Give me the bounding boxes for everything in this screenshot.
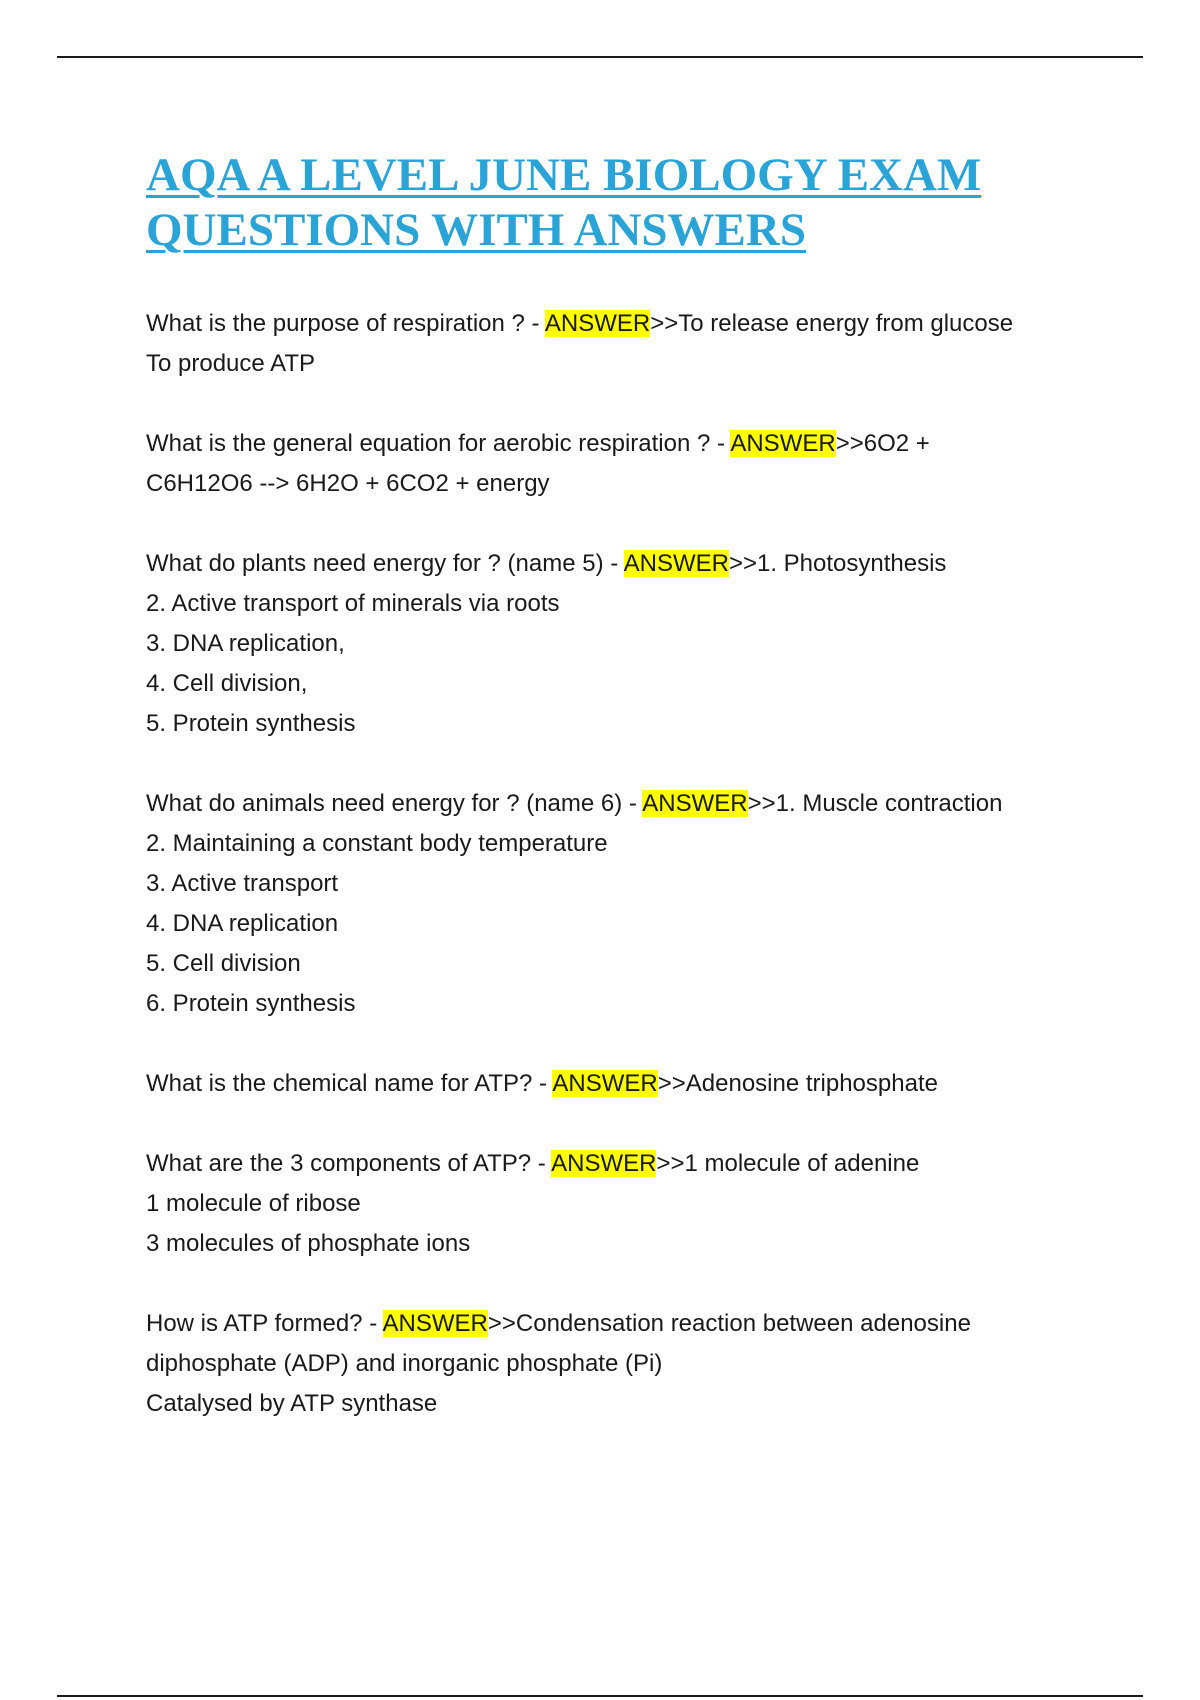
document-body xyxy=(146,148,1106,1464)
question-text: What is the purpose of respiration ? - xyxy=(146,310,545,337)
answer-line: 5. Protein synthesis xyxy=(146,710,356,737)
answer-line: To produce ATP xyxy=(146,350,315,377)
answer-line: 3. DNA replication, xyxy=(146,630,345,657)
qa-item xyxy=(146,784,1106,1024)
qa-first-line xyxy=(146,424,1106,464)
top-rule xyxy=(57,56,1143,58)
qa-first-line xyxy=(146,1064,1106,1104)
answer-line: 6. Protein synthesis xyxy=(146,990,356,1017)
question-text: What is the general equation for aerobic respiration ? - xyxy=(146,430,731,457)
answer-line: 4. Cell division, xyxy=(146,670,308,697)
answer-line: 1 molecule of ribose xyxy=(146,1190,361,1217)
qa-item xyxy=(146,1064,1106,1104)
answer-line: 2. Maintaining a constant body temperature xyxy=(146,830,608,857)
answer-line: 5. Cell division xyxy=(146,950,301,977)
answer-line: 4. DNA replication xyxy=(146,910,339,937)
answer-tag: ANSWER xyxy=(623,550,729,577)
qa-first-line xyxy=(146,304,1106,344)
answer-tag: ANSWER xyxy=(544,310,651,337)
question-text: How is ATP formed? - xyxy=(146,1310,383,1337)
answer-line: 3. Active transport xyxy=(146,870,339,897)
answer-line: 3 molecules of phosphate ions xyxy=(146,1230,471,1257)
qa-first-line xyxy=(146,784,1106,824)
qa-item xyxy=(146,304,1106,384)
answer-line: 2. Active transport of minerals via roots xyxy=(146,590,560,617)
qa-first-line xyxy=(146,544,1106,584)
answer-line: diphosphate (ADP) and inorganic phosphate (Pi) xyxy=(146,1350,663,1377)
title-line-1: AQA A LEVEL JUNE BIOLOGY EXAM xyxy=(146,149,982,201)
qa-item xyxy=(146,1304,1106,1424)
answer-line: C6H12O6 --> 6H2O + 6CO2 + energy xyxy=(146,470,550,497)
question-text: What is the chemical name for ATP? - xyxy=(146,1070,553,1097)
answer-text: >>Condensation reaction between adenosine xyxy=(487,1310,971,1337)
answer-tag: ANSWER xyxy=(642,790,748,817)
answer-text: >>6O2 + xyxy=(835,430,930,457)
answer-text: >>1. Muscle contraction xyxy=(747,790,1003,817)
answer-line: Catalysed by ATP synthase xyxy=(146,1390,438,1417)
document-title xyxy=(146,148,1106,258)
qa-first-line xyxy=(146,1304,1106,1344)
qa-first-line xyxy=(146,1144,1106,1184)
answer-tag: ANSWER xyxy=(551,1150,657,1177)
qa-item xyxy=(146,1144,1106,1264)
qa-item xyxy=(146,544,1106,744)
qa-list xyxy=(146,304,1106,1424)
answer-tag: ANSWER xyxy=(730,430,836,457)
question-text: What are the 3 components of ATP? - xyxy=(146,1150,552,1177)
answer-tag: ANSWER xyxy=(382,1310,488,1337)
question-text: What do animals need energy for ? (name 6) - xyxy=(146,790,643,817)
answer-text: >>Adenosine triphosphate xyxy=(657,1070,938,1097)
answer-text: >>1. Photosynthesis xyxy=(728,550,947,577)
question-text: What do plants need energy for ? (name 5) - xyxy=(146,550,624,577)
qa-item xyxy=(146,424,1106,504)
answer-tag: ANSWER xyxy=(552,1070,658,1097)
answer-text: >>1 molecule of adenine xyxy=(656,1150,920,1177)
bottom-rule xyxy=(57,1695,1143,1697)
answer-text: >>To release energy from glucose xyxy=(650,310,1014,337)
title-line-2: QUESTIONS WITH ANSWERS xyxy=(146,204,806,256)
